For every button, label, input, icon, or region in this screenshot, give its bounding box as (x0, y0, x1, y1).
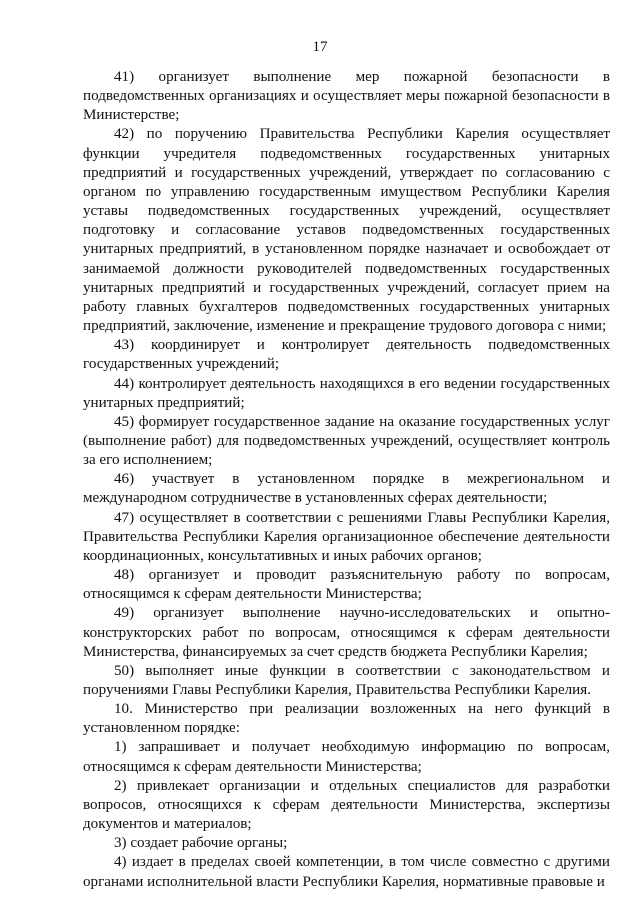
paragraph-item-48: 48) организует и проводит разъяснительную работу по вопросам, относящимся к сферам деятельности Министерства; (83, 567, 610, 603)
paragraph-item-49: 49) организует выполнение научно-исследовательских и опытно-конструкторских работ по вопросам, относящимся к сферам деятельности Министерства, финансируемых за счет средств бюджета Республики Карелия; (83, 605, 610, 660)
paragraph-section-10: 10. Министерство при реализации возложенных на него функций в установленном порядке: (83, 701, 610, 737)
paragraph-item-47: 47) осуществляет в соответствии с решениями Главы Республики Карелия, Правительства Республики Карелия организационное обеспечение деятельности координационных, консультативных и иных рабочих органов; (83, 509, 610, 564)
document-body (83, 68, 610, 892)
paragraph-item-42: 42) по поручению Правительства Республики Карелия осуществляет функции учредителя подведомственных государственных унитарных предприятий и государственных учреждений, утверждает по согласованию с органом по управлению государственным имуществом Республики Карелия уставы подведомственных государственных учреждений, осуществляет подготовку и согласование уставов подведомственных государственных унитарных предприятий, в установленном порядке назначает и освобождает от занимаемой должности руководителей подведомственных государственных унитарных предприятий и государственных учреждений, согласует прием на работу главных бухгалтеров подведомственных государственных унитарных предприятий, заключение, изменение и прекращение трудового договора с ними; (83, 126, 610, 335)
paragraph-subitem-3: 3) создает рабочие органы; (114, 835, 288, 852)
paragraph-item-43: 43) координирует и контролирует деятельность подведомственных государственных учреждений; (83, 337, 610, 373)
paragraph-item-41: 41) организует выполнение мер пожарной безопасности в подведомственных организациях и осуществляет меры пожарной безопасности в Министерстве; (83, 69, 610, 124)
paragraph-item-46: 46) участвует в установленном порядке в межрегиональном и международном сотрудничестве в установленных сферах деятельности; (83, 471, 610, 507)
paragraph-subitem-2: 2) привлекает организации и отдельных специалистов для разработки вопросов, относящихся к сферам деятельности Министерства, экспертизы документов и материалов; (83, 777, 610, 833)
paragraph-item-50: 50) выполняет иные функции в соответствии с законодательством и поручениями Главы Республики Карелия, Правительства Республики Карелия. (83, 662, 610, 698)
paragraph-item-44: 44) контролирует деятельность находящихся в его ведении государственных унитарных предприятий; (83, 375, 610, 411)
paragraph-subitem-1: 1) запрашивает и получает необходимую информацию по вопросам, относящимся к сферам деятельности Министерства; (83, 739, 610, 775)
page-number: 17 (312, 39, 328, 55)
paragraph-subitem-4: 4) издает в пределах своей компетенции, в том числе совместно с другими органами исполнительной власти Республики Карелия, нормативные правовые и (83, 854, 610, 890)
paragraph-item-45: 45) формирует государственное задание на оказание государственных услуг (выполнение работ) для подведомственных учреждений, осуществляет контроль за его исполнением; (83, 413, 610, 469)
